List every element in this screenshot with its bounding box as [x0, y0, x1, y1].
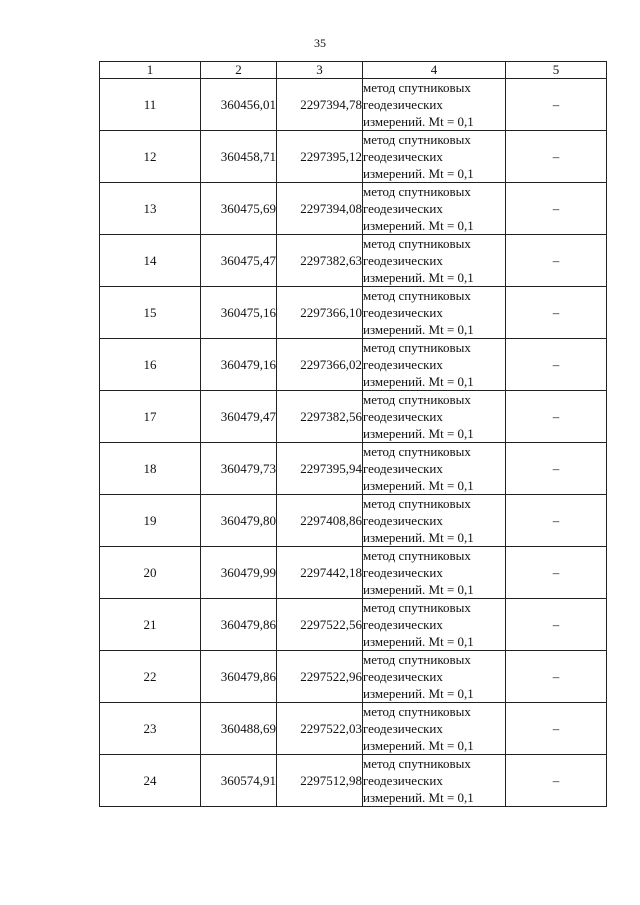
note-cell: – [506, 547, 607, 599]
method-line: геодезических [363, 253, 443, 268]
y-coordinate-cell: 2297522,56 [277, 599, 363, 651]
note-cell: – [506, 287, 607, 339]
method-line: метод спутниковых [363, 236, 471, 251]
table-row [100, 703, 607, 755]
x-coordinate-cell: 360458,71 [201, 131, 277, 183]
table-row [100, 547, 607, 599]
method-cell [363, 703, 506, 755]
table-body [100, 79, 607, 807]
point-number-cell: 21 [100, 599, 201, 651]
method-line: метод спутниковых [363, 600, 471, 615]
point-number-cell: 24 [100, 755, 201, 807]
point-number-cell: 13 [100, 183, 201, 235]
point-number-cell: 17 [100, 391, 201, 443]
y-coordinate-cell: 2297442,18 [277, 547, 363, 599]
x-coordinate-cell: 360479,47 [201, 391, 277, 443]
method-line: измерений. Mt = 0,1 [363, 478, 474, 493]
method-line: метод спутниковых [363, 496, 471, 511]
table-row [100, 651, 607, 703]
x-coordinate-cell: 360456,01 [201, 79, 277, 131]
note-cell: – [506, 495, 607, 547]
y-coordinate-cell: 2297366,10 [277, 287, 363, 339]
y-coordinate-cell: 2297366,02 [277, 339, 363, 391]
point-number-cell: 23 [100, 703, 201, 755]
note-cell: – [506, 339, 607, 391]
method-line: геодезических [363, 409, 443, 424]
point-number-cell: 22 [100, 651, 201, 703]
method-line: метод спутниковых [363, 80, 471, 95]
method-cell [363, 443, 506, 495]
y-coordinate-cell: 2297408,86 [277, 495, 363, 547]
point-number-cell: 16 [100, 339, 201, 391]
method-cell [363, 183, 506, 235]
note-cell: – [506, 183, 607, 235]
method-line: метод спутниковых [363, 132, 471, 147]
x-coordinate-cell: 360475,47 [201, 235, 277, 287]
table-row [100, 391, 607, 443]
table-row [100, 755, 607, 807]
method-cell [363, 547, 506, 599]
note-cell: – [506, 443, 607, 495]
method-line: геодезических [363, 97, 443, 112]
header-cell: 4 [363, 62, 506, 79]
note-cell: – [506, 235, 607, 287]
method-line: измерений. Mt = 0,1 [363, 426, 474, 441]
method-line: метод спутниковых [363, 548, 471, 563]
table-row [100, 235, 607, 287]
method-cell [363, 287, 506, 339]
method-line: измерений. Mt = 0,1 [363, 114, 474, 129]
y-coordinate-cell: 2297522,03 [277, 703, 363, 755]
header-cell: 5 [506, 62, 607, 79]
note-cell: – [506, 599, 607, 651]
method-cell [363, 131, 506, 183]
point-number-cell: 19 [100, 495, 201, 547]
header-cell: 1 [100, 62, 201, 79]
method-cell [363, 651, 506, 703]
method-line: геодезических [363, 565, 443, 580]
method-line: измерений. Mt = 0,1 [363, 790, 474, 805]
point-number-cell: 18 [100, 443, 201, 495]
method-line: геодезических [363, 149, 443, 164]
x-coordinate-cell: 360574,91 [201, 755, 277, 807]
method-line: измерений. Mt = 0,1 [363, 634, 474, 649]
point-number-cell: 12 [100, 131, 201, 183]
table-row [100, 131, 607, 183]
point-number-cell: 15 [100, 287, 201, 339]
x-coordinate-cell: 360479,99 [201, 547, 277, 599]
note-cell: – [506, 391, 607, 443]
method-line: метод спутниковых [363, 288, 471, 303]
header-row [100, 62, 607, 79]
table-row [100, 183, 607, 235]
y-coordinate-cell: 2297395,94 [277, 443, 363, 495]
y-coordinate-cell: 2297512,98 [277, 755, 363, 807]
method-line: геодезических [363, 305, 443, 320]
method-line: геодезических [363, 461, 443, 476]
method-line: метод спутниковых [363, 652, 471, 667]
y-coordinate-cell: 2297382,56 [277, 391, 363, 443]
y-coordinate-cell: 2297395,12 [277, 131, 363, 183]
x-coordinate-cell: 360488,69 [201, 703, 277, 755]
table-row [100, 599, 607, 651]
method-line: геодезических [363, 513, 443, 528]
method-line: геодезических [363, 721, 443, 736]
point-number-cell: 11 [100, 79, 201, 131]
note-cell: – [506, 755, 607, 807]
point-number-cell: 14 [100, 235, 201, 287]
method-cell [363, 235, 506, 287]
method-line: измерений. Mt = 0,1 [363, 270, 474, 285]
method-line: метод спутниковых [363, 184, 471, 199]
x-coordinate-cell: 360479,86 [201, 599, 277, 651]
page-number: 35 [314, 36, 326, 50]
table-row [100, 443, 607, 495]
y-coordinate-cell: 2297394,78 [277, 79, 363, 131]
method-line: метод спутниковых [363, 444, 471, 459]
method-line: измерений. Mt = 0,1 [363, 322, 474, 337]
x-coordinate-cell: 360475,16 [201, 287, 277, 339]
x-coordinate-cell: 360479,80 [201, 495, 277, 547]
method-line: геодезических [363, 669, 443, 684]
method-line: измерений. Mt = 0,1 [363, 686, 474, 701]
y-coordinate-cell: 2297522,96 [277, 651, 363, 703]
note-cell: – [506, 79, 607, 131]
method-line: измерений. Mt = 0,1 [363, 582, 474, 597]
method-line: метод спутниковых [363, 340, 471, 355]
note-cell: – [506, 703, 607, 755]
point-number-cell: 20 [100, 547, 201, 599]
table-row [100, 339, 607, 391]
method-line: геодезических [363, 357, 443, 372]
method-line: измерений. Mt = 0,1 [363, 218, 474, 233]
x-coordinate-cell: 360475,69 [201, 183, 277, 235]
method-line: геодезических [363, 773, 443, 788]
table-row [100, 495, 607, 547]
method-cell [363, 599, 506, 651]
method-line: измерений. Mt = 0,1 [363, 530, 474, 545]
y-coordinate-cell: 2297382,63 [277, 235, 363, 287]
table-row [100, 287, 607, 339]
coordinates-table [99, 61, 607, 807]
x-coordinate-cell: 360479,16 [201, 339, 277, 391]
method-cell [363, 339, 506, 391]
method-line: геодезических [363, 201, 443, 216]
y-coordinate-cell: 2297394,08 [277, 183, 363, 235]
method-line: измерений. Mt = 0,1 [363, 374, 474, 389]
x-coordinate-cell: 360479,73 [201, 443, 277, 495]
method-line: измерений. Mt = 0,1 [363, 738, 474, 753]
method-line: метод спутниковых [363, 704, 471, 719]
x-coordinate-cell: 360479,86 [201, 651, 277, 703]
note-cell: – [506, 131, 607, 183]
table-row [100, 79, 607, 131]
method-line: измерений. Mt = 0,1 [363, 166, 474, 181]
note-cell: – [506, 651, 607, 703]
method-cell [363, 79, 506, 131]
header-cell: 2 [201, 62, 277, 79]
method-line: метод спутниковых [363, 392, 471, 407]
method-line: метод спутниковых [363, 756, 471, 771]
header-cell: 3 [277, 62, 363, 79]
method-cell [363, 755, 506, 807]
method-cell [363, 495, 506, 547]
method-line: геодезических [363, 617, 443, 632]
method-cell [363, 391, 506, 443]
table-header [100, 62, 607, 79]
